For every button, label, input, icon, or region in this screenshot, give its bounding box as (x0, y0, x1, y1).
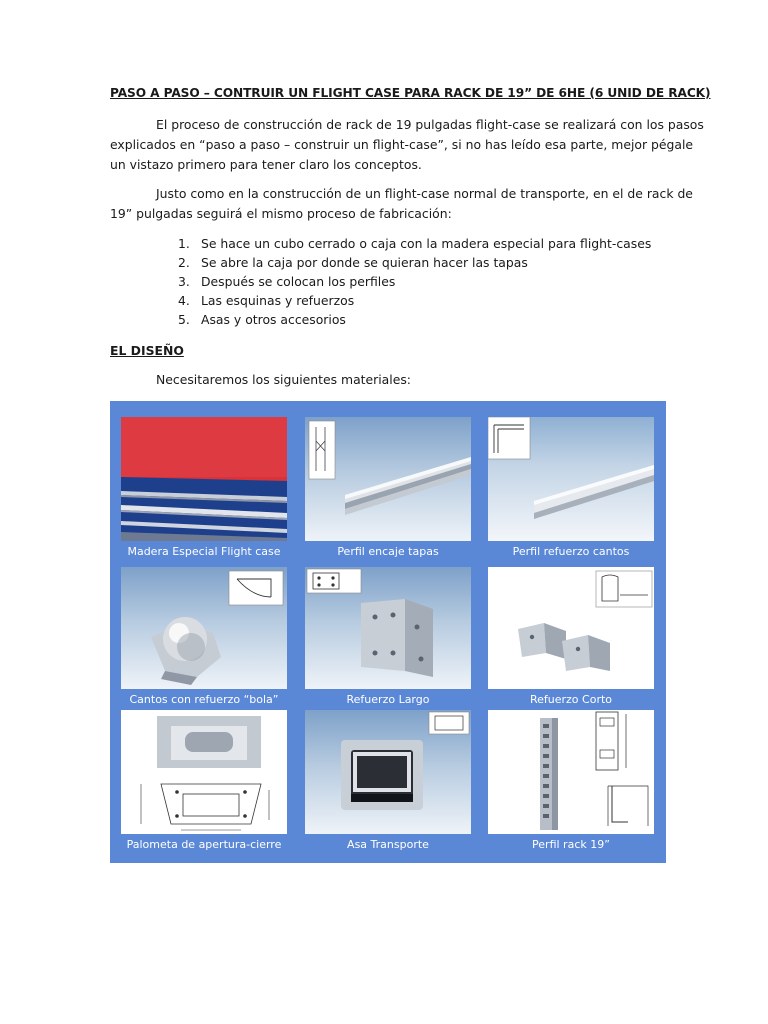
intro-line: El proceso de construcción de rack de 19 pulgadas flight-case se realizará con los pasos (156, 117, 704, 132)
step-text: Asas y otros accesorios (201, 312, 346, 327)
material-caption: Refuerzo Corto (529, 693, 613, 706)
butterfly-latch-photo (121, 710, 287, 834)
intro-line: explicados en “paso a paso – construir un flight-case”, si no has leído esa parte, mejor pégale (110, 137, 694, 152)
step-text: Las esquinas y refuerzos (201, 293, 355, 308)
material-caption: Perfil refuerzo cantos (512, 545, 630, 558)
material-caption: Perfil rack 19” (532, 838, 610, 851)
step-number: 2. (178, 255, 190, 270)
materials-grid (110, 401, 666, 863)
step-text: Después se colocan los perfiles (201, 274, 396, 289)
ball-corner-photo (121, 567, 287, 689)
step-number: 4. (178, 293, 190, 308)
material-caption: Palometa de apertura-cierre (126, 838, 282, 851)
step-text: Se abre la caja por donde se quieran hacer las tapas (201, 255, 528, 270)
intro-line: un vistazo primero para tener claro los conceptos. (110, 157, 422, 172)
lid-profile-photo (305, 417, 471, 541)
step-number: 1. (178, 236, 190, 251)
process-paragraph (110, 184, 693, 224)
list-item (178, 253, 651, 272)
list-item (178, 272, 651, 291)
material-caption: Madera Especial Flight case (127, 545, 281, 558)
edge-profile-photo (488, 417, 654, 541)
process-line: 19” pulgadas seguirá el mismo proceso de fabricación: (110, 206, 452, 221)
material-caption: Cantos con refuerzo “bola” (129, 693, 279, 706)
section-heading: EL DISEÑO (110, 343, 184, 358)
intro-paragraph (110, 115, 704, 175)
steps-list (178, 234, 651, 329)
material-caption: Asa Transporte (347, 838, 429, 851)
material-caption: Refuerzo Largo (346, 693, 430, 706)
material-caption: Perfil encaje tapas (337, 545, 439, 558)
process-line: Justo como en la construcción de un flight-case normal de transporte, en el de rack de (156, 186, 693, 201)
handle-photo (305, 710, 471, 834)
step-number: 5. (178, 312, 190, 327)
materials-intro: Necesitaremos los siguientes materiales: (156, 372, 411, 387)
short-bracket-photo (488, 567, 654, 689)
list-item (178, 310, 651, 329)
step-text: Se hace un cubo cerrado o caja con la madera especial para flight-cases (201, 236, 652, 251)
long-bracket-photo (305, 567, 471, 689)
list-item (178, 234, 651, 253)
list-item (178, 291, 651, 310)
document-title: PASO A PASO – CONTRUIR UN FLIGHT CASE PARA RACK DE 19” DE 6HE (6 UNID DE RACK) (110, 86, 711, 100)
step-number: 3. (178, 274, 190, 289)
rack-rail-photo (488, 710, 654, 834)
flight-case-wood-photo (121, 417, 287, 541)
